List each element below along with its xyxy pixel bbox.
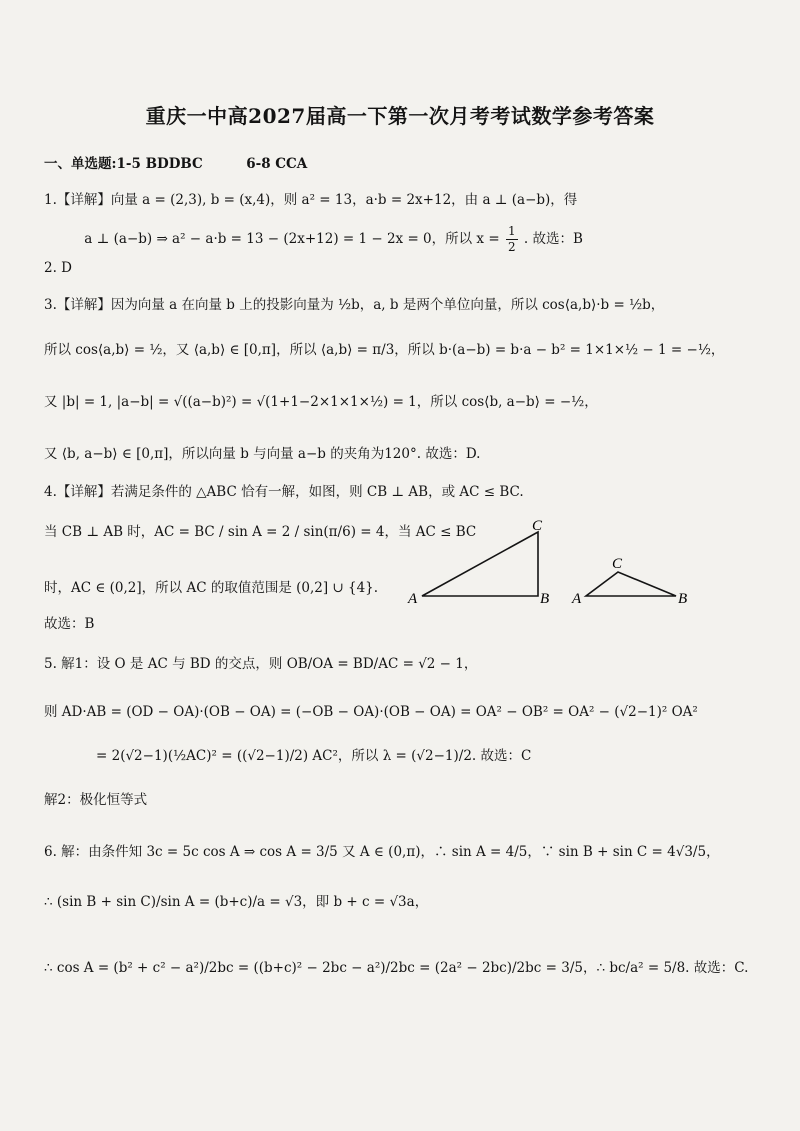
tri2-label-b: B	[678, 591, 688, 607]
q6-line3: ∴ cos A = (b² + c² − a²)/2bc = ((b+c)² − 2bc − a²)/2bc = (2a² − 2bc)/2bc = 3/5，∴ bc/a² = 5/8. 故选：C.	[44, 960, 749, 976]
right-triangle-shape	[422, 532, 538, 596]
q4-line4: 故选：B	[44, 616, 95, 632]
page-title: 重庆一中高2027届高一下第一次月考考试数学参考答案	[145, 104, 655, 128]
q1-fraction	[506, 224, 518, 255]
q1-line2-b: . 故选：B	[523, 231, 583, 247]
q4-line1: 4.【详解】若满足条件的 △ABC 恰有一解，如图，则 CB ⊥ AB，或 AC ≤ BC.	[44, 484, 524, 500]
q3-line2: 所以 cos⟨a,b⟩ = ½，又 ⟨a,b⟩ ∈ [0,π]，所以 ⟨a,b⟩ = π/3，所以 b·(a−b) = b·a − b² = 1×1×½ − 1 = −½，	[44, 342, 725, 358]
q4-line3: 时，AC ∈ (0,2]，所以 AC 的取值范围是 (0,2] ∪ {4}.	[44, 580, 379, 596]
q3-line4: 又 ⟨b, a−b⟩ ∈ [0,π]，所以向量 b 与向量 a−b 的夹角为120°. 故选：D.	[44, 446, 481, 462]
q5-line4: 解2：极化恒等式	[44, 792, 148, 808]
tri2-label-a: A	[572, 591, 582, 607]
obtuse-triangle-shape	[586, 572, 676, 596]
q6-line1: 6. 解：由条件知 3c = 5c cos A ⇒ cos A = 3/5 又 A ∈ (0,π)，∴ sin A = 4/5，∵ sin B + sin C = 4√3/5，	[44, 844, 720, 860]
q2-line: 2. D	[44, 260, 72, 276]
q4-triangle-figures	[400, 510, 700, 610]
tri1-label-c: C	[532, 518, 543, 534]
q4-line2: 当 CB ⊥ AB 时，AC = BC / sin A = 2 / sin(π/6) = 4，当 AC ≤ BC	[44, 524, 477, 540]
q5-line3: = 2(√2−1)(½AC)² = ((√2−1)/2) AC²，所以 λ = (√2−1)/2. 故选：C	[96, 748, 532, 764]
q1-line1: 1.【详解】向量 a = (2,3), b = (x,4)，则 a² = 13，a·b = 2x+12，由 a ⊥ (a−b)，得	[44, 192, 578, 208]
q1-fraction-den: 2	[507, 240, 516, 254]
q6-line2: ∴ (sin B + sin C)/sin A = (b+c)/a = √3，即 b + c = √3a，	[44, 894, 429, 910]
q3-line1: 3.【详解】因为向量 a 在向量 b 上的投影向量为 ½b，a, b 是两个单位向量，所以 cos⟨a,b⟩·b = ½b，	[44, 297, 665, 313]
q5-line2: 则 AD·AB = (OD − OA)·(OB − OA) = (−OB − OA)·(OB − OA) = OA² − OB² = OA² − (√2−1)² OA²	[44, 704, 698, 720]
q5-line1: 5. 解1：设 O 是 AC 与 BD 的交点，则 OB/OA = BD/AC = √2 − 1，	[44, 656, 478, 672]
section1-header: 一、单选题:1-5 BDDBC	[44, 156, 203, 172]
tri1-label-b: B	[540, 591, 550, 607]
q3-line3: 又 |b| = 1, |a−b| = √((a−b)²) = √(1+1−2×1×1×½) = 1，所以 cos⟨b, a−b⟩ = −½，	[44, 394, 598, 410]
q1-line2-a: a ⊥ (a−b) ⇒ a² − a·b = 13 − (2x+12) = 1 − 2x = 0，所以 x =	[84, 231, 500, 247]
section1-header-line	[44, 154, 764, 174]
q1-fraction-num: 1	[507, 224, 516, 238]
tri1-label-a: A	[408, 591, 418, 607]
tri2-label-c: C	[612, 556, 623, 572]
q1-line2	[44, 224, 764, 255]
section1-answers-6-8: 6-8 CCA	[246, 156, 308, 172]
